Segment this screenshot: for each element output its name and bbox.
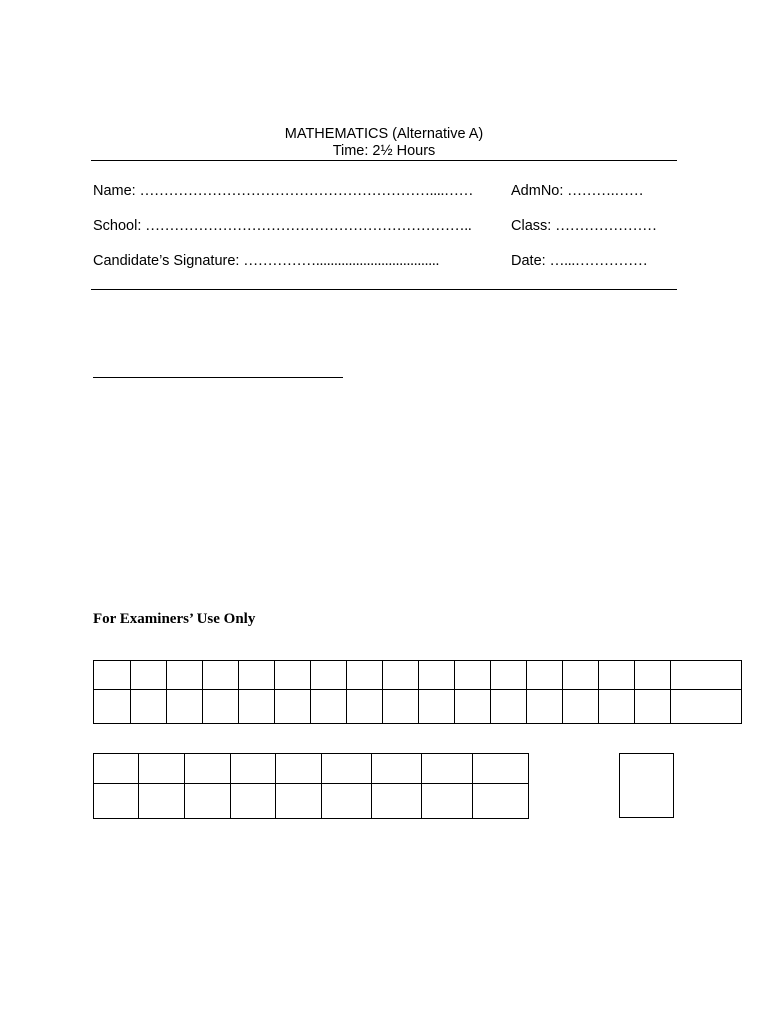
admno-label: AdmNo: (511, 183, 568, 199)
score-cell[interactable] (347, 690, 383, 724)
class-field[interactable] (511, 218, 657, 235)
score-cell[interactable] (383, 661, 419, 690)
score-total-cell[interactable] (671, 661, 742, 690)
school-field[interactable] (93, 218, 472, 235)
paper-title: MATHEMATICS (Alternative A) (284, 126, 484, 142)
score-cell[interactable] (372, 784, 422, 819)
score-grid-2 (93, 753, 529, 819)
score-cell[interactable] (491, 690, 527, 724)
score-cell[interactable] (231, 784, 276, 819)
score-total-cell[interactable] (671, 690, 742, 724)
score-cell[interactable] (419, 690, 455, 724)
score-cell[interactable] (372, 754, 422, 784)
class-dots: ………………… (555, 218, 657, 234)
admno-dots: ……….…… (567, 183, 644, 199)
score-cell[interactable] (131, 690, 167, 724)
score-cell[interactable] (599, 661, 635, 690)
name-field[interactable] (93, 183, 473, 200)
score-cell[interactable] (322, 754, 372, 784)
paper-duration: Time: 2½ Hours (332, 143, 436, 159)
signature-label: Candidate’s Signature: (93, 253, 244, 269)
score-cell[interactable] (455, 690, 491, 724)
score-cell[interactable] (203, 690, 239, 724)
class-label: Class: (511, 218, 556, 234)
score-cell[interactable] (94, 784, 139, 819)
score-cell[interactable] (231, 754, 276, 784)
score-cell[interactable] (422, 784, 473, 819)
signature-dots: …………….................................. (243, 253, 440, 269)
score-cell[interactable] (139, 754, 185, 784)
score-cell[interactable] (455, 661, 491, 690)
score-cell[interactable] (185, 784, 231, 819)
score-cell[interactable] (473, 784, 529, 819)
score-cell[interactable] (419, 661, 455, 690)
score-cell[interactable] (239, 661, 275, 690)
score-cell[interactable] (276, 784, 322, 819)
header-rule-bottom (91, 289, 677, 290)
signature-field[interactable] (93, 253, 439, 270)
score-cell[interactable] (275, 661, 311, 690)
score-cell[interactable] (94, 661, 131, 690)
school-dots: ………………………………………………………….. (145, 218, 472, 234)
score-cell[interactable] (311, 690, 347, 724)
score-cell[interactable] (563, 690, 599, 724)
header-rule-top (91, 160, 677, 161)
score-cell[interactable] (422, 754, 473, 784)
score-cell[interactable] (491, 661, 527, 690)
score-cell[interactable] (131, 661, 167, 690)
date-field[interactable] (511, 253, 648, 270)
score-cell[interactable] (276, 754, 322, 784)
admno-field[interactable] (511, 183, 644, 200)
score-cell[interactable] (527, 661, 563, 690)
score-cell[interactable] (473, 754, 529, 784)
paper-header (0, 126, 768, 160)
blank-underline (93, 377, 343, 378)
score-cell[interactable] (527, 690, 563, 724)
school-label: School: (93, 218, 146, 234)
score-cell[interactable] (94, 754, 139, 784)
score-cell[interactable] (203, 661, 239, 690)
date-dots: …...…………… (549, 253, 648, 269)
name-dots: ……………………………………………………....…… (139, 183, 474, 199)
score-cell[interactable] (185, 754, 231, 784)
score-cell[interactable] (322, 784, 372, 819)
score-cell[interactable] (167, 690, 203, 724)
score-cell[interactable] (311, 661, 347, 690)
score-cell[interactable] (239, 690, 275, 724)
score-cell[interactable] (383, 690, 419, 724)
name-label: Name: (93, 183, 140, 199)
grand-total-box[interactable] (619, 753, 674, 818)
score-cell[interactable] (635, 661, 671, 690)
score-cell[interactable] (167, 661, 203, 690)
date-label: Date: (511, 253, 550, 269)
score-cell[interactable] (563, 661, 599, 690)
examiners-use-label: For Examiners’ Use Only (93, 611, 256, 627)
score-cell[interactable] (347, 661, 383, 690)
score-grid-1 (93, 660, 742, 724)
score-cell[interactable] (635, 690, 671, 724)
score-cell[interactable] (94, 690, 131, 724)
score-cell[interactable] (139, 784, 185, 819)
score-cell[interactable] (599, 690, 635, 724)
score-cell[interactable] (275, 690, 311, 724)
